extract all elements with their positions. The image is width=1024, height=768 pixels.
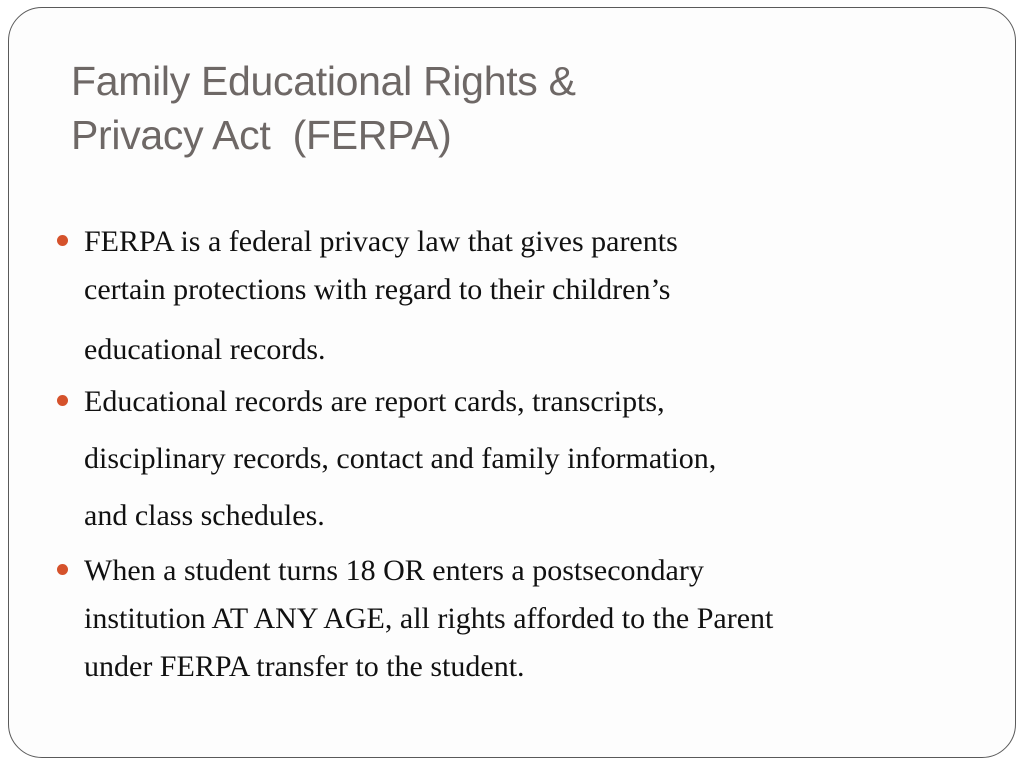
bullet-text-line: institution AT ANY AGE, all rights afforded to the Parent: [84, 602, 774, 635]
title-line-1: Family Educational Rights &: [71, 58, 576, 104]
bullet-item-ferpa-definition: [84, 218, 944, 378]
bullet-text-line: disciplinary records, contact and family information,: [84, 442, 717, 475]
slide-title: [71, 54, 891, 162]
bullet-dot-icon: [57, 564, 68, 575]
title-line-2: Privacy Act (FERPA): [71, 112, 452, 158]
bullet-text-line: under FERPA transfer to the student.: [84, 650, 525, 683]
bullet-dot-icon: [57, 235, 68, 246]
bullet-list: [84, 218, 944, 693]
bullet-text-line: Educational records are report cards, transcripts,: [84, 385, 665, 418]
bullet-item-rights-transfer: [84, 549, 944, 693]
bullet-dot-icon: [57, 395, 68, 406]
bullet-text-line: educational records.: [84, 333, 326, 366]
bullet-text-line: and class schedules.: [84, 499, 325, 532]
bullet-text-line: When a student turns 18 OR enters a postsecondary: [84, 554, 704, 587]
bullet-item-educational-records: [84, 378, 944, 549]
bullet-text-line: certain protections with regard to their children’s: [84, 273, 671, 306]
bullet-text-line: FERPA is a federal privacy law that gives parents: [84, 225, 678, 258]
